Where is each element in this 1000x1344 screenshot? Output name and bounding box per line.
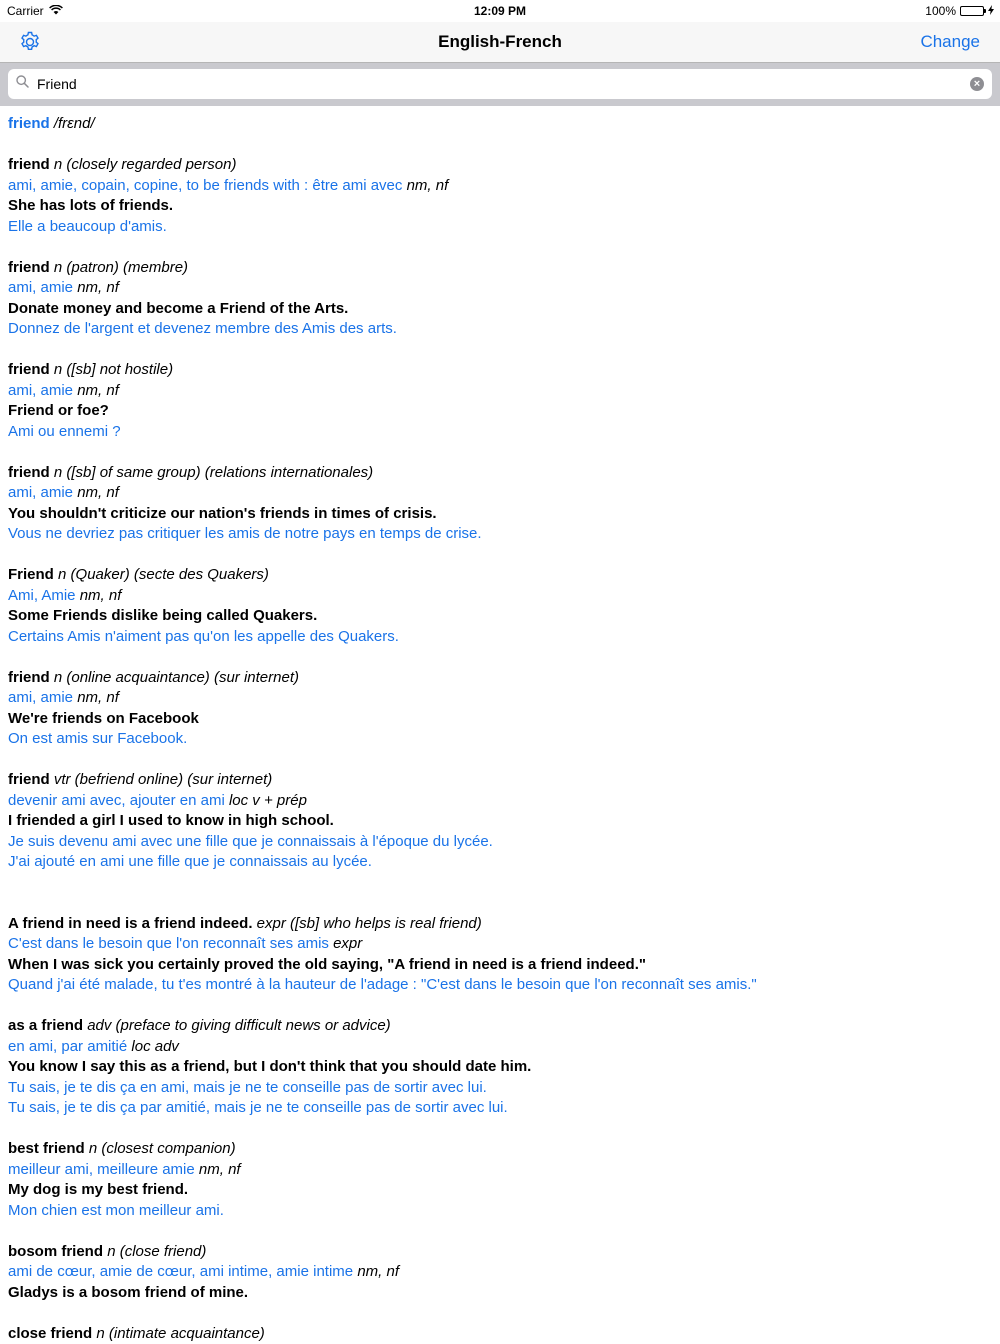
translation-line bbox=[8, 381, 992, 402]
translation-separator: , bbox=[53, 1038, 61, 1055]
translation-link[interactable]: ami de cœur, amie de cœur bbox=[8, 1263, 191, 1280]
entry-grammar: n ([sb] of same group) (relations internationales) bbox=[54, 464, 373, 481]
translation-line bbox=[8, 483, 992, 504]
example-english: You know I say this as a friend, but I don't think that you should date him. bbox=[8, 1057, 992, 1078]
entry-term: friend bbox=[8, 771, 50, 788]
entry-term: as a friend bbox=[8, 1017, 83, 1034]
translation-line bbox=[8, 1037, 992, 1058]
dictionary-entry bbox=[8, 360, 992, 442]
translation-separator: , bbox=[178, 177, 186, 194]
translation-separator: , bbox=[73, 177, 81, 194]
entry-grammar: n (Quaker) (secte des Quakers) bbox=[58, 566, 269, 583]
entry-header bbox=[8, 1242, 992, 1263]
entry-header bbox=[8, 1139, 992, 1160]
example-english: When I was sick you certainly proved the old saying, "A friend in need is a friend indeed." bbox=[8, 955, 992, 976]
translation-link[interactable]: ami, amie bbox=[8, 689, 73, 706]
translation-grammar: nm, nf bbox=[77, 689, 119, 706]
example-french: Donnez de l'argent et devenez membre des Amis des arts. bbox=[8, 319, 992, 340]
example-french: Tu sais, je te dis ça en ami, mais je ne te conseille pas de sortir avec lui. bbox=[8, 1078, 992, 1099]
translation-grammar: nm, nf bbox=[77, 382, 119, 399]
search-input[interactable] bbox=[35, 75, 970, 93]
example-french: Vous ne devriez pas critiquer les amis de notre pays en temps de crise. bbox=[8, 524, 992, 545]
entry-header bbox=[8, 1016, 992, 1037]
dictionary-entry bbox=[8, 565, 992, 647]
entry-grammar: n (closest companion) bbox=[89, 1140, 236, 1157]
translation-grammar: nm, nf bbox=[199, 1161, 241, 1178]
entry-grammar: n (patron) (membre) bbox=[54, 259, 188, 276]
example-french: Ami ou ennemi ? bbox=[8, 422, 992, 443]
translation-separator: , bbox=[191, 1263, 199, 1280]
entry-grammar: n (close friend) bbox=[107, 1243, 206, 1260]
entry-grammar: n (closely regarded person) bbox=[54, 156, 237, 173]
charging-icon bbox=[988, 4, 994, 18]
dictionary-entry bbox=[8, 1242, 992, 1304]
entry-header bbox=[8, 258, 992, 279]
entry-header bbox=[8, 360, 992, 381]
example-english: I friended a girl I used to know in high school. bbox=[8, 811, 992, 832]
example-english: You shouldn't criticize our nation's friends in times of crisis. bbox=[8, 504, 992, 525]
search-bar bbox=[0, 62, 1000, 106]
dictionary-entry bbox=[8, 463, 992, 545]
translation-link[interactable]: copain, copine bbox=[81, 177, 178, 194]
translation-link[interactable]: par amitié bbox=[61, 1038, 127, 1055]
translation-link[interactable]: Ami, Amie bbox=[8, 587, 76, 604]
nav-bar bbox=[0, 22, 1000, 62]
nav-title: English-French bbox=[0, 32, 1000, 52]
dictionary-entry bbox=[8, 668, 992, 750]
entry-term: close friend bbox=[8, 1325, 92, 1342]
entry-term: best friend bbox=[8, 1140, 85, 1157]
translation-link[interactable]: ami, amie bbox=[8, 177, 73, 194]
results-content bbox=[0, 106, 1000, 1344]
entry-grammar: vtr (befriend online) (sur internet) bbox=[54, 771, 272, 788]
example-french: Certains Amis n'aiment pas qu'on les appelle des Quakers. bbox=[8, 627, 992, 648]
example-english: Gladys is a bosom friend of mine. bbox=[8, 1283, 992, 1304]
translation-line bbox=[8, 688, 992, 709]
entry-term: friend bbox=[8, 156, 50, 173]
search-icon bbox=[16, 75, 29, 93]
change-button[interactable]: Change bbox=[920, 32, 980, 52]
entry-grammar: expr ([sb] who helps is real friend) bbox=[257, 915, 482, 932]
entry-header bbox=[8, 668, 992, 689]
dictionary-entry bbox=[8, 1139, 992, 1221]
example-english: We're friends on Facebook bbox=[8, 709, 992, 730]
translation-grammar: nm, nf bbox=[77, 279, 119, 296]
search-box[interactable] bbox=[8, 69, 992, 99]
translation-link[interactable]: ami, amie bbox=[8, 382, 73, 399]
translation-line bbox=[8, 176, 992, 197]
example-french: Je suis devenu ami avec une fille que je connaissais à l'époque du lycée. bbox=[8, 832, 992, 853]
entry-term: friend bbox=[8, 259, 50, 276]
translation-line bbox=[8, 278, 992, 299]
status-right bbox=[925, 4, 994, 18]
entry-header bbox=[8, 770, 992, 791]
clear-search-icon[interactable]: × bbox=[970, 77, 984, 91]
translation-separator: , bbox=[121, 792, 129, 809]
translation-line bbox=[8, 791, 992, 812]
carrier-label: Carrier bbox=[7, 4, 44, 18]
entry-header bbox=[8, 565, 992, 586]
translation-link[interactable]: C'est dans le besoin que l'on reconnaît ses amis bbox=[8, 935, 329, 952]
example-french: Mon chien est mon meilleur ami. bbox=[8, 1201, 992, 1222]
translation-link[interactable]: ami intime, amie intime bbox=[200, 1263, 353, 1280]
example-english: Friend or foe? bbox=[8, 401, 992, 422]
translation-grammar: loc v + prép bbox=[229, 792, 307, 809]
entry-header bbox=[8, 463, 992, 484]
translation-link[interactable]: devenir ami avec bbox=[8, 792, 121, 809]
translation-grammar: expr bbox=[333, 935, 362, 952]
entry-term: bosom friend bbox=[8, 1243, 103, 1260]
dictionary-entry bbox=[8, 914, 992, 996]
translation-line bbox=[8, 1262, 992, 1283]
settings-gear-icon[interactable] bbox=[18, 30, 42, 54]
example-french: Tu sais, je te dis ça par amitié, mais je ne te conseille pas de sortir avec lui. bbox=[8, 1098, 992, 1119]
example-french: Elle a beaucoup d'amis. bbox=[8, 217, 992, 238]
translation-link[interactable]: to be friends with : être ami avec bbox=[186, 177, 402, 194]
entry-term: A friend in need is a friend indeed. bbox=[8, 915, 252, 932]
entry-grammar: n ([sb] not hostile) bbox=[54, 361, 173, 378]
entry-header bbox=[8, 155, 992, 176]
translation-link[interactable]: ami, amie bbox=[8, 484, 73, 501]
dictionary-entry bbox=[8, 155, 992, 237]
translation-line bbox=[8, 586, 992, 607]
entry-term: Friend bbox=[8, 566, 54, 583]
wifi-icon bbox=[49, 4, 63, 18]
translation-link[interactable]: meilleur ami, meilleure amie bbox=[8, 1161, 195, 1178]
example-english: She has lots of friends. bbox=[8, 196, 992, 217]
status-time: 12:09 PM bbox=[0, 4, 1000, 18]
entry-term: friend bbox=[8, 669, 50, 686]
dictionary-entry bbox=[8, 770, 992, 873]
translation-grammar: nm, nf bbox=[80, 587, 122, 604]
status-bar bbox=[0, 0, 1000, 22]
example-french: Quand j'ai été malade, tu t'es montré à la hauteur de l'adage : "C'est dans le besoin que l'on reconnaît ses amis." bbox=[8, 975, 992, 996]
example-french: On est amis sur Facebook. bbox=[8, 729, 992, 750]
headword: friend bbox=[8, 115, 50, 132]
entry-grammar: n (online acquaintance) (sur internet) bbox=[54, 669, 299, 686]
dictionary-entry bbox=[8, 1016, 992, 1119]
entry-grammar: n (intimate acquaintance) bbox=[96, 1325, 264, 1342]
translation-grammar: nm, nf bbox=[407, 177, 449, 194]
pronunciation: /frɛnd/ bbox=[54, 115, 95, 132]
translation-link[interactable]: ami, amie bbox=[8, 279, 73, 296]
translation-line bbox=[8, 934, 992, 955]
entry-header bbox=[8, 914, 992, 935]
example-english: Some Friends dislike being called Quakers. bbox=[8, 606, 992, 627]
status-left bbox=[7, 4, 63, 18]
battery-icon bbox=[960, 6, 984, 16]
entries-list bbox=[8, 155, 992, 1344]
translation-link[interactable]: ajouter en ami bbox=[130, 792, 225, 809]
entry-term: friend bbox=[8, 464, 50, 481]
example-french: J'ai ajouté en ami une fille que je connaissais au lycée. bbox=[8, 852, 992, 873]
translation-grammar: loc adv bbox=[131, 1038, 179, 1055]
entry-grammar: adv (preface to giving difficult news or advice) bbox=[87, 1017, 390, 1034]
example-english: My dog is my best friend. bbox=[8, 1180, 992, 1201]
translation-line bbox=[8, 1160, 992, 1181]
example-english: Donate money and become a Friend of the Arts. bbox=[8, 299, 992, 320]
entry-term: friend bbox=[8, 361, 50, 378]
headword-line bbox=[8, 114, 992, 135]
translation-link[interactable]: en ami bbox=[8, 1038, 53, 1055]
dictionary-entry bbox=[8, 258, 992, 340]
translation-grammar: nm, nf bbox=[77, 484, 119, 501]
translation-grammar: nm, nf bbox=[357, 1263, 399, 1280]
battery-percent: 100% bbox=[925, 4, 956, 18]
